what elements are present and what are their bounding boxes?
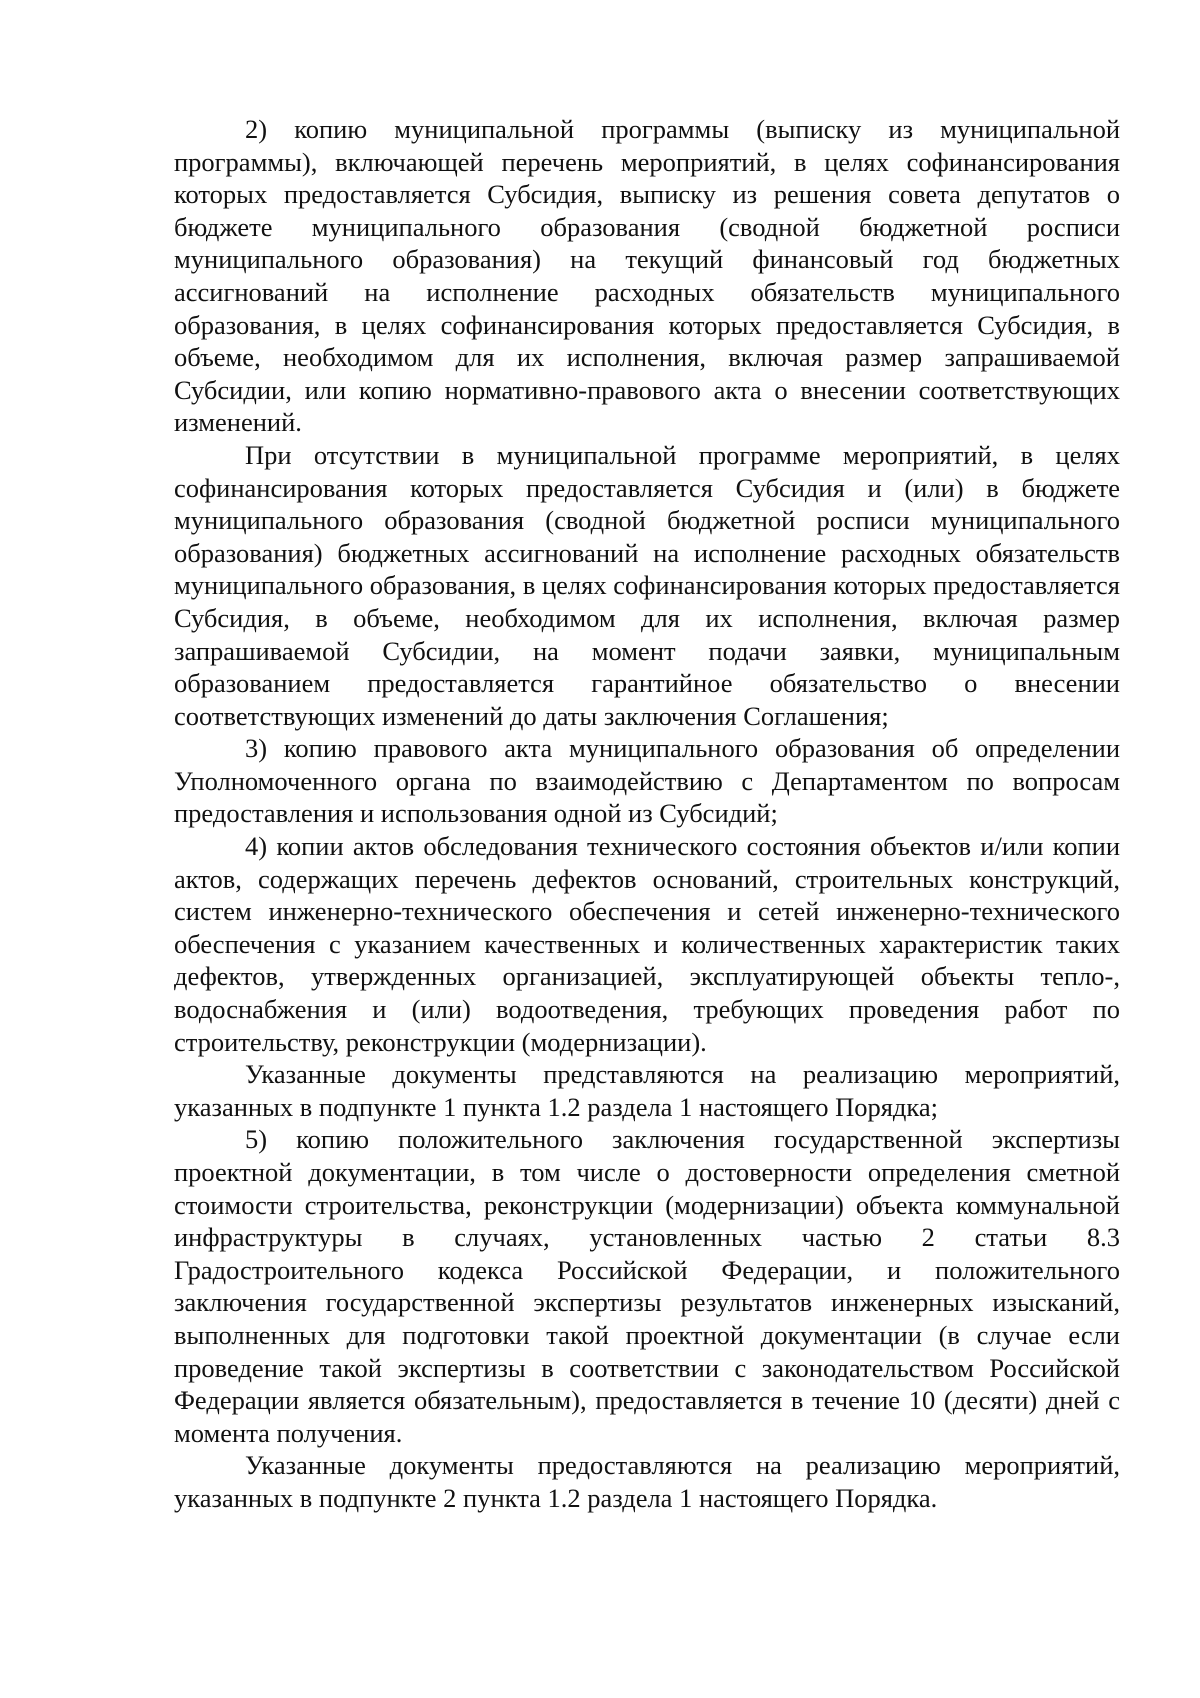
paragraph-item-3: 3) копию правового акта муниципального образования об определении Уполномоченного органа по взаимодействию с Департаментом по вопросам предоставления и использования одной из Субсидий; (174, 733, 1120, 829)
paragraph-item-5: 5) копию положительного заключения государственной экспертизы проектной документации, в том числе о достоверности определения сметной стоимости строительства, реконструкции (модернизации) объекта коммунальной инфраструктуры в случаях, установленных частью 2 статьи 8.3 Градостроительного кодекса Российской Федерации, и положительного заключения государственной экспертизы результатов инженерных изысканий, выполненных для подготовки такой проектной документации (в случае если проведение такой экспертизы в соответствии с законодательством Российской Федерации является обязательным), предоставляется в течение 10 (десяти) дней с момента получения. (174, 1124, 1120, 1448)
paragraph-item-4: 4) копии актов обследования технического состояния объектов и/или копии актов, содержащих перечень дефектов оснований, строительных конструкций, систем инженерно-технического обеспечения и сетей инженерно-технического обеспечения с указанием качественных и количественных характеристик таких дефектов, утвержденных организацией, эксплуатирующей объекты тепло-, водоснабжения и (или) водоотведения, требующих проведения работ по строительству, реконструкции (модернизации). (174, 831, 1120, 1057)
paragraph-note-subitem-1: Указанные документы представляются на реализацию мероприятий, указанных в подпункте 1 пункта 1.2 раздела 1 настоящего Порядка; (174, 1059, 1120, 1122)
paragraph-note-subitem-2: Указанные документы предоставляются на реализацию мероприятий, указанных в подпункте 2 пункта 1.2 раздела 1 настоящего Порядка. (174, 1450, 1120, 1513)
document-page (174, 113, 1120, 1515)
paragraph-absence-of-measures: При отсутствии в муниципальной программе мероприятий, в целях софинансирования которых предоставляется Субсидия и (или) в бюджете муниципального образования (сводной бюджетной росписи муниципального образования) бюджетных ассигнований на исполнение расходных обязательств муниципального образования, в целях софинансирования которых предоставляется Субсидия, в объеме, необходимом для их исполнения, включая размер запрашиваемой Субсидии, на момент подачи заявки, муниципальным образованием предоставляется гарантийное обязательство о внесении соответствующих изменений до даты заключения Соглашения; (174, 439, 1120, 731)
paragraph-item-2: 2) копию муниципальной программы (выписку из муниципальной программы), включающей перечень мероприятий, в целях софинансирования которых предоставляется Субсидия, выписку из решения совета депутатов о бюджете муниципального образования (сводной бюджетной росписи муниципального образования) на текущий финансовый год бюджетных ассигнований на исполнение расходных обязательств муниципального образования, в целях софинансирования которых предоставляется Субсидия, в объеме, необходимом для их исполнения, включая размер запрашиваемой Субсидии, или копию нормативно-правового акта о внесении соответствующих изменений. (174, 114, 1120, 438)
